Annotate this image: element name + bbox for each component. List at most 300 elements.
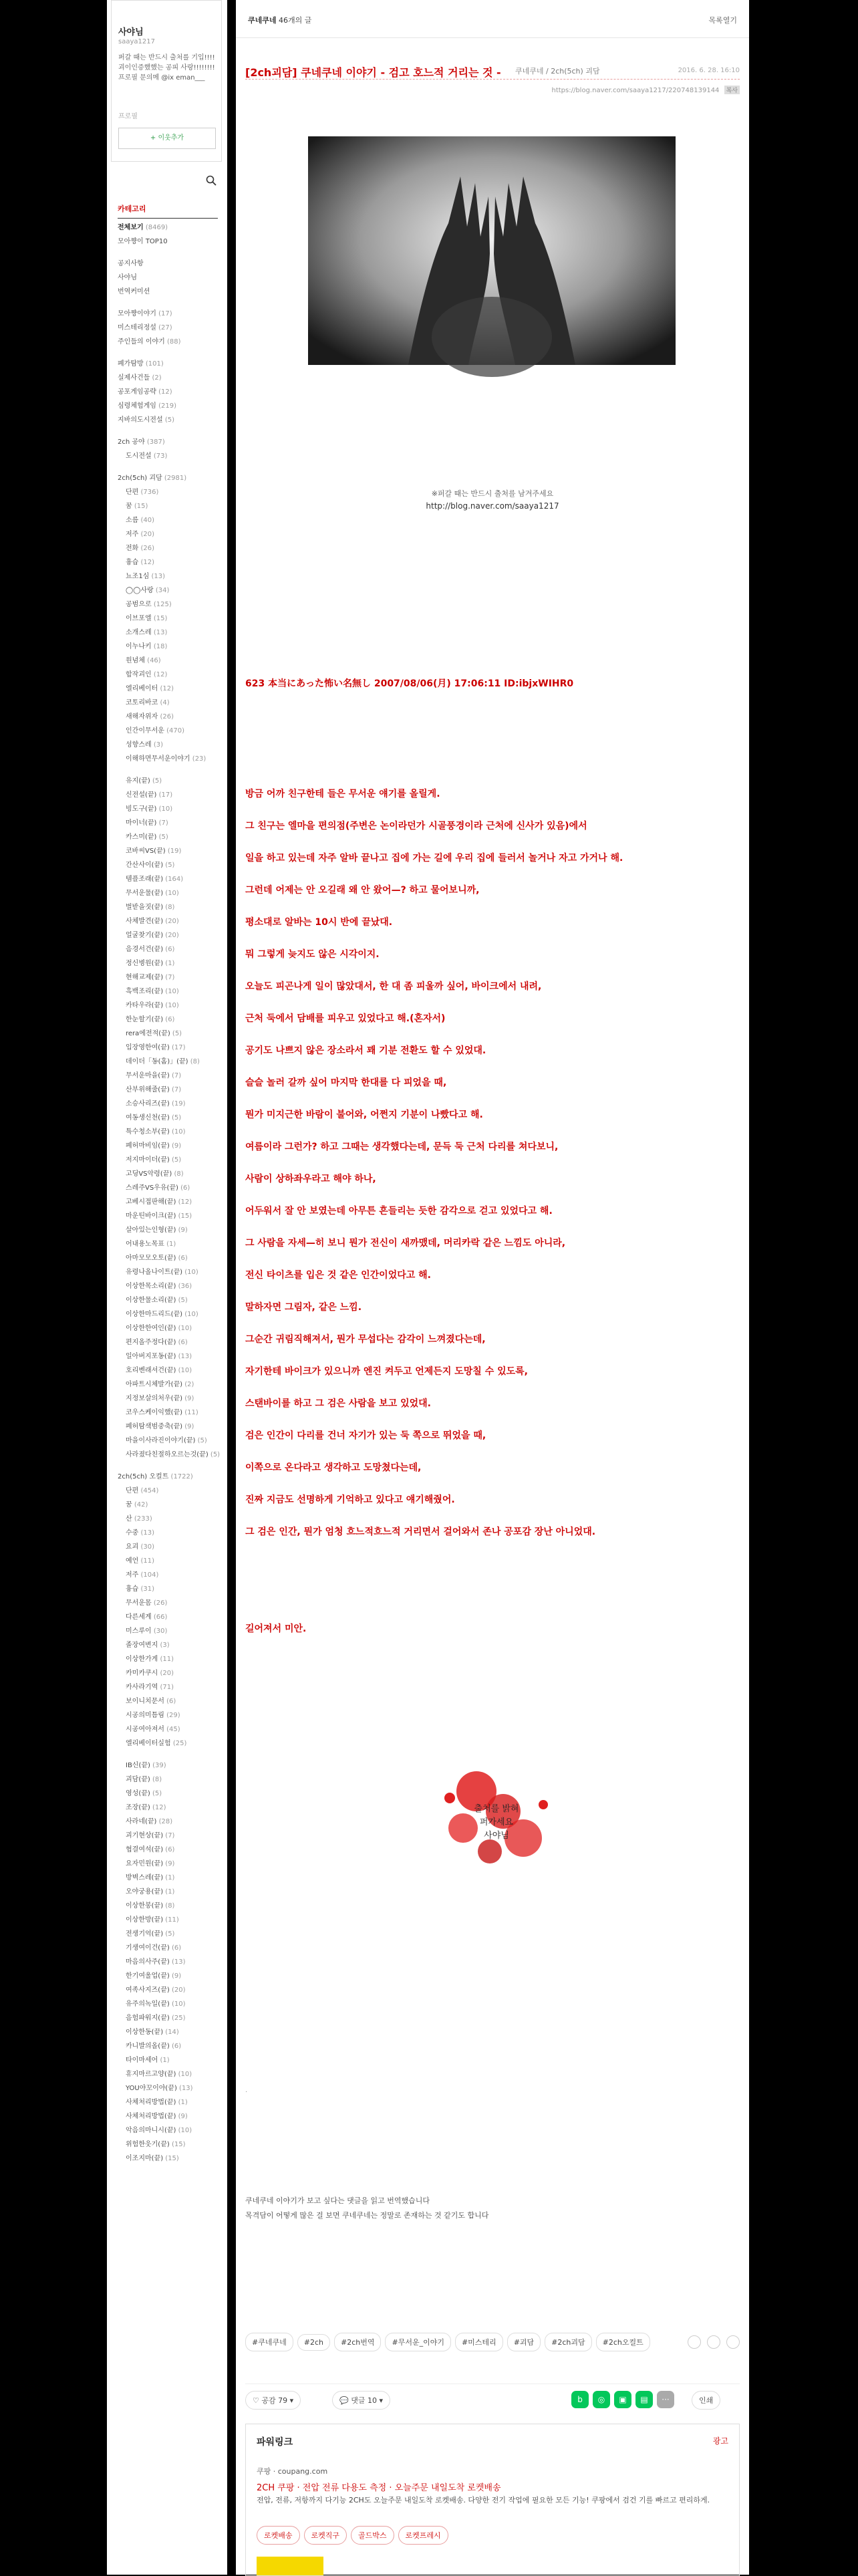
category-item-count: (5) <box>164 416 174 424</box>
category-item[interactable] <box>118 1041 218 1055</box>
category-item[interactable] <box>118 285 218 299</box>
category-item[interactable] <box>118 1083 218 1097</box>
category-item[interactable] <box>118 221 218 235</box>
category-item[interactable] <box>118 541 218 555</box>
category-item[interactable] <box>118 307 218 321</box>
category-item-count: (387) <box>146 438 165 446</box>
category-item-count: (20) <box>160 1670 174 1677</box>
category-item[interactable] <box>118 1027 218 1041</box>
category-item-label: 산 <box>126 1515 132 1523</box>
series-name[interactable]: 쿠네쿠네 <box>248 16 277 25</box>
tag-item[interactable]: #2ch번역 <box>334 2333 382 2351</box>
category-item[interactable] <box>118 1722 218 1736</box>
category-item[interactable] <box>118 1955 218 1969</box>
category-item-count: (23) <box>192 755 206 763</box>
category-item-count: (9) <box>178 2113 188 2120</box>
ad-chip[interactable]: 골드박스 <box>351 2526 394 2545</box>
category-item-count: (9) <box>171 1142 182 1150</box>
category-item[interactable] <box>118 816 218 830</box>
category-item[interactable] <box>118 1596 218 1610</box>
category-item-count: (3) <box>160 1642 170 1649</box>
category-item-label: 전체보기 <box>118 224 144 231</box>
category-item-count: (36) <box>178 1283 192 1290</box>
story-line: 검은 인간이 다리를 건너 자기가 있는 둑 쪽으로 뛰었을 때, <box>245 1430 486 1441</box>
left-sidebar <box>107 0 227 2575</box>
category-item[interactable] <box>118 1181 218 1195</box>
category-item-count: (104) <box>140 1571 159 1579</box>
category-item-count: (88) <box>167 338 181 346</box>
category-item[interactable] <box>118 724 218 738</box>
category-item[interactable] <box>118 257 218 271</box>
category-item[interactable] <box>118 2081 218 2095</box>
category-item-count: (12) <box>178 1198 192 1206</box>
category-item[interactable] <box>118 1666 218 1680</box>
category-item[interactable] <box>118 1736 218 1751</box>
tag-item[interactable]: #2ch <box>297 2334 330 2351</box>
category-item[interactable] <box>118 1167 218 1181</box>
category-item[interactable] <box>118 1815 218 1829</box>
category-item[interactable] <box>118 598 218 612</box>
category-item-label: 새해자위자 <box>126 713 158 721</box>
category-item-count: (7) <box>165 974 175 981</box>
category-item[interactable] <box>118 1392 218 1406</box>
category-item-count: (73) <box>153 453 168 460</box>
category-item[interactable] <box>118 413 218 427</box>
category-item[interactable] <box>118 357 218 371</box>
category-item-label: 이상한한여인(끝) <box>126 1325 176 1332</box>
category-item[interactable] <box>118 1484 218 1498</box>
category-item-label: 협결여석(끝) <box>126 1846 164 1853</box>
category-item[interactable] <box>118 914 218 928</box>
category-item-label: 모아쨩이야기 <box>118 310 156 317</box>
story-line: 말하자면 그림자, 같은 느낌. <box>245 1302 362 1313</box>
category-item-count: (12) <box>140 559 155 566</box>
category-item[interactable] <box>118 654 218 668</box>
category-item[interactable] <box>118 555 218 569</box>
category-item-count: (17) <box>158 791 173 799</box>
category-item[interactable] <box>118 844 218 858</box>
tag-next-icon[interactable] <box>707 2335 720 2349</box>
category-item-label: 유지(끝) <box>126 777 150 785</box>
category-item-count: (11) <box>140 1557 155 1565</box>
category-item[interactable] <box>118 1773 218 1787</box>
tag-item[interactable]: #무서운_이야기 <box>385 2333 450 2351</box>
story-line: 오늘도 피곤나게 일이 많았대서, 한 대 좀 피울까 싶어, 바이크에서 내려, <box>245 981 542 992</box>
story-line: 방금 어까 친구한테 들은 무서운 얘기를 올릴게. <box>245 789 440 799</box>
category-item[interactable] <box>118 752 218 766</box>
category-item[interactable] <box>118 1251 218 1265</box>
category-item[interactable] <box>118 2039 218 2053</box>
category-item-label: 이상한동(끝) <box>126 2029 164 2036</box>
category-item[interactable] <box>118 1983 218 1997</box>
category-item[interactable] <box>118 1498 218 1512</box>
category-item-count: (6) <box>165 1846 175 1853</box>
category-item[interactable] <box>118 872 218 886</box>
comment-button[interactable]: 💬 댓글 10 ▾ <box>332 2391 390 2410</box>
tag-item[interactable]: #2ch괴담 <box>545 2333 592 2351</box>
category-item-count: (1) <box>160 2057 170 2064</box>
category-item-count: (15) <box>165 2155 179 2162</box>
category-item-count: (13) <box>140 1529 155 1537</box>
category-item[interactable] <box>118 2011 218 2025</box>
category-item-label: 저주 <box>126 531 139 538</box>
category-item[interactable] <box>118 999 218 1013</box>
story-line: 일을 하고 있는데 자주 알바 끝나고 집에 가는 길에 우리 집에 들러서 놀거나 자고 가거나 해. <box>245 853 623 864</box>
category-item-count: (15) <box>171 2141 186 2148</box>
category-item-count: (17) <box>171 1044 186 1051</box>
category-item-count: (13) <box>153 629 168 636</box>
post-list-summary <box>248 15 311 25</box>
category-item[interactable] <box>118 2095 218 2109</box>
category-item[interactable] <box>118 928 218 942</box>
category-item[interactable] <box>118 1829 218 1843</box>
category-item-count: (6) <box>165 1016 175 1023</box>
category-item[interactable] <box>118 1209 218 1223</box>
ad-chip[interactable]: 로켓직구 <box>304 2526 347 2545</box>
category-item-count: (11) <box>160 1656 174 1663</box>
category-item[interactable] <box>118 2053 218 2067</box>
category-item[interactable] <box>118 335 218 349</box>
category-item-label: 뇨조1심 <box>126 573 150 580</box>
category-item[interactable] <box>118 1512 218 1526</box>
category-item[interactable] <box>118 682 218 696</box>
category-item[interactable] <box>118 2123 218 2138</box>
category-item-label: 이상한방(끝) <box>126 1916 164 1924</box>
category-item[interactable] <box>118 1801 218 1815</box>
category-item[interactable] <box>118 626 218 640</box>
category-item-count: (10) <box>178 1325 192 1332</box>
category-item[interactable] <box>118 900 218 914</box>
category-item-label: 엘리베이터 <box>126 685 158 692</box>
category-item-count: (11) <box>165 1916 179 1924</box>
category-item[interactable] <box>118 499 218 513</box>
category-item-count: (7) <box>158 819 168 827</box>
category-item[interactable] <box>118 1364 218 1378</box>
category-item-label: 한기여울업(끝) <box>126 1972 170 1980</box>
category-item-count: (5) <box>178 1297 188 1304</box>
category-item-label: 단편 <box>126 1487 139 1495</box>
category-item[interactable] <box>118 612 218 626</box>
share-more-icon[interactable]: ··· <box>657 2391 674 2408</box>
category-item[interactable] <box>118 886 218 900</box>
tag-item[interactable]: #2ch오컬트 <box>596 2333 650 2351</box>
category-item[interactable] <box>118 1759 218 1773</box>
category-item-count: (19) <box>171 1100 186 1108</box>
category-item-count: (20) <box>140 531 155 538</box>
category-item[interactable] <box>118 956 218 971</box>
category-item[interactable] <box>118 1293 218 1307</box>
category-item-label: 졸장여변지 <box>126 1642 158 1649</box>
category-item[interactable] <box>118 1111 218 1125</box>
ad-description: 전압, 전류, 저항까지 다기능 2CH도 오늘주문 내일도착 로켓배송. 다양한 전기 작업에 필요한 모든 기능! 쿠팡에서 검건 기를 빠르고 편리하게. <box>257 2496 710 2504</box>
category-item[interactable] <box>118 449 218 463</box>
tag-more-icon[interactable] <box>726 2335 740 2349</box>
category-item[interactable] <box>118 1349 218 1364</box>
category-item[interactable] <box>118 2152 218 2166</box>
category-item[interactable] <box>118 1843 218 1857</box>
category-item-count: (736) <box>140 489 159 496</box>
category-item-label: 번역커미션 <box>118 288 150 295</box>
category-item[interactable] <box>118 1223 218 1237</box>
category-item[interactable] <box>118 2067 218 2081</box>
ad-chip[interactable]: 로켓배송 <box>257 2526 300 2545</box>
story-line: 그 검은 인간, 뭔가 엄청 흐느적흐느적 거리면서 걸어와서 존나 공포감 장난 아니었대. <box>245 1527 596 1537</box>
category-item-count: (20) <box>165 932 179 939</box>
category-item[interactable] <box>118 1680 218 1694</box>
category-item-label: 음험파워지(끝) <box>126 2015 170 2022</box>
category-item[interactable] <box>118 1307 218 1321</box>
category-item[interactable] <box>118 1013 218 1027</box>
category-item-count: (233) <box>134 1515 152 1523</box>
url-copy-button[interactable]: 복사 <box>724 86 740 94</box>
category-item-label: rera에전적(끝) <box>126 1030 170 1037</box>
post-category[interactable]: 쿠네쿠네 / 2ch(5ch) 괴담 <box>515 67 600 76</box>
category-item[interactable] <box>118 2109 218 2123</box>
category-item-label: 영성(끝) <box>126 1790 150 1797</box>
category-item[interactable] <box>118 710 218 724</box>
category-item[interactable] <box>118 1237 218 1251</box>
category-item[interactable] <box>118 1554 218 1568</box>
category-item[interactable] <box>118 1069 218 1083</box>
category-item-count: (12) <box>160 685 174 692</box>
post-topbar <box>236 0 749 38</box>
category-item[interactable] <box>118 1470 218 1484</box>
post-area <box>236 0 749 2575</box>
category-item-label: 이상한물소리(끝) <box>126 1297 176 1304</box>
category-item[interactable] <box>118 640 218 654</box>
category-item-label: 요자민원(끝) <box>126 1860 164 1867</box>
category-item-count: (13) <box>179 2085 193 2092</box>
category-item-label: 도시전설 <box>126 453 152 460</box>
category-item[interactable] <box>118 371 218 385</box>
category-item[interactable] <box>118 1125 218 1139</box>
category-item-label: 2ch 공야 <box>118 438 145 446</box>
category-item[interactable] <box>118 1871 218 1885</box>
category-item-label: 신전설(끝) <box>126 791 157 799</box>
category-item-label: 카미카쿠시 <box>126 1670 158 1677</box>
tag-item[interactable]: #쿠네쿠네 <box>245 2333 293 2351</box>
category-item-count: (39) <box>152 1762 166 1769</box>
category-item-count: (30) <box>140 1543 155 1551</box>
category-item[interactable] <box>118 971 218 985</box>
category-item[interactable] <box>118 1638 218 1652</box>
category-item[interactable] <box>118 1097 218 1111</box>
category-item[interactable] <box>118 527 218 541</box>
category-item-label: 지정보살의처우(끝) <box>126 1395 183 1402</box>
post-url-text[interactable]: https://blog.naver.com/saaya1217/220748139144 <box>551 87 720 94</box>
category-item-label: 이누나키 <box>126 643 152 650</box>
category-item[interactable] <box>118 1927 218 1941</box>
category-item[interactable] <box>118 1265 218 1279</box>
category-item[interactable] <box>118 1582 218 1596</box>
category-item-label: 이상한봉(끝) <box>126 1902 164 1910</box>
category-item-count: (6) <box>171 1944 182 1952</box>
category-item[interactable] <box>118 2138 218 2152</box>
comment-count: 댓글 10 <box>351 2396 377 2405</box>
category-item-count: (8) <box>165 1902 175 1910</box>
category-item-label: 카니발의올(끝) <box>126 2043 170 2050</box>
category-header[interactable]: 카테고리 <box>118 203 218 219</box>
category-item-label: 인간이무서운 <box>126 727 164 735</box>
category-item[interactable] <box>118 1153 218 1167</box>
category-item[interactable] <box>118 1055 218 1069</box>
category-item[interactable] <box>118 1652 218 1666</box>
category-item[interactable] <box>118 1787 218 1801</box>
category-item-label: 현해교제(끝) <box>126 974 164 981</box>
category-item[interactable] <box>118 738 218 752</box>
category-item-count: (5) <box>171 1156 182 1164</box>
ad-headline[interactable]: 2CH 쿠팡 · 전압 전류 다용도 측정 · 오늘주문 내일도착 로켓배송 <box>257 2483 501 2493</box>
like-button[interactable]: ♡ 공감 79 ▾ <box>245 2391 301 2410</box>
category-item-label: 전생기억(끝) <box>126 1930 164 1938</box>
category-item[interactable] <box>118 399 218 413</box>
category-item-label: 유령나올나이트(끝) <box>126 1269 183 1276</box>
category-item[interactable] <box>118 1321 218 1335</box>
category-item-label: 사라졌다친절하오르는것(끝) <box>126 1451 208 1458</box>
category-item[interactable] <box>118 1610 218 1624</box>
category-item-count: (6) <box>165 946 175 953</box>
category-item-label: 시공의미틈림 <box>126 1712 164 1719</box>
category-item-label: 마음의사주(끝) <box>126 1958 170 1966</box>
post-title[interactable]: [2ch괴담] 쿠네쿠네 이야기 - 검고 호느적 거리는 것 - <box>245 66 501 79</box>
tag-item[interactable]: #괴담 <box>507 2333 541 2351</box>
story-line: 사람이 상하좌우라고 해야 하나, <box>245 1174 376 1184</box>
category-item[interactable] <box>118 1279 218 1293</box>
category-item-label: 보이니치문서 <box>126 1698 164 1705</box>
category-item-label: 다른세계 <box>126 1614 152 1621</box>
profile-description: 퍼갈 때는 반드시 출처를 기입!!!! 괴이인증했했는 공피 사랑!!!!!!!!프로필 문의메 @ix eman___ <box>118 54 215 82</box>
category-item[interactable] <box>118 802 218 816</box>
share-cafe-icon[interactable]: ▤ <box>635 2391 653 2408</box>
category-item[interactable] <box>118 235 218 249</box>
ad-chip[interactable]: 로켓프레시 <box>398 2526 448 2545</box>
category-item-label: 입장영한여(끝) <box>126 1044 170 1051</box>
category-item-label: 카사라기역 <box>126 1684 158 1691</box>
category-item[interactable] <box>118 1448 221 1462</box>
ad-label[interactable]: 광고 <box>712 2436 728 2446</box>
share-talk-icon[interactable]: ◎ <box>593 2391 610 2408</box>
category-item[interactable] <box>118 1969 218 1983</box>
category-item[interactable] <box>118 1694 218 1708</box>
category-item[interactable] <box>118 985 218 999</box>
category-item-count: (15) <box>178 1212 192 1220</box>
category-item-label: 위험한웃기(끝) <box>126 2141 170 2148</box>
category-item[interactable] <box>118 1434 218 1448</box>
category-item-count: (11) <box>184 1409 198 1416</box>
category-item[interactable] <box>118 584 218 598</box>
category-item-count: (9) <box>165 1860 175 1867</box>
story-line: 이쪽으로 온다라고 생각하고 도망쳤다는데, <box>245 1462 422 1473</box>
category-item-count: (30) <box>153 1628 168 1635</box>
category-item-label: 저주 <box>126 1571 139 1579</box>
category-item-label: 미스루이 <box>126 1628 152 1635</box>
category-item[interactable] <box>118 1335 218 1349</box>
search-icon[interactable] <box>206 175 217 186</box>
category-item-label: 이해하면무서운이야기 <box>126 755 190 763</box>
category-item[interactable] <box>118 1941 218 1955</box>
ad-banner[interactable] <box>257 2557 323 2575</box>
category-item[interactable] <box>118 385 218 399</box>
category-item[interactable] <box>118 513 218 527</box>
category-item[interactable] <box>118 1420 218 1434</box>
category-item[interactable] <box>118 1885 218 1899</box>
category-item-label: 2ch(5ch) 괴담 <box>118 475 162 482</box>
print-button[interactable]: 인쇄 <box>692 2391 720 2410</box>
story-line: 그런데 어제는 안 오길래 왜 안 왔어—? 하고 물어보니까, <box>245 885 480 896</box>
category-item[interactable] <box>118 1195 218 1209</box>
category-item[interactable] <box>118 271 218 285</box>
category-item[interactable] <box>118 321 218 335</box>
tag-item[interactable]: #미스테리 <box>455 2333 503 2351</box>
category-item-label: 여족사지즈(끝) <box>126 1986 170 1994</box>
category-item-count: (19) <box>167 848 182 855</box>
category-item-count: (1) <box>165 1874 175 1882</box>
category-item-label: 기생여이건(끝) <box>126 1944 170 1952</box>
open-list-button[interactable]: 목록열기 <box>708 16 737 25</box>
source-link[interactable]: http://blog.naver.com/saaya1217 <box>426 501 559 511</box>
category-item[interactable] <box>118 471 218 485</box>
category-item[interactable] <box>118 1526 218 1540</box>
category-item-label: 소름 <box>126 517 139 524</box>
category-item[interactable] <box>118 1708 218 1722</box>
category-item[interactable] <box>118 774 218 788</box>
category-item-label: YOU야꼬이야(끝) <box>126 2085 177 2092</box>
category-item-count: (10) <box>171 1128 186 1136</box>
ad-chips <box>257 2526 452 2545</box>
category-item-label: 사라네(끝) <box>126 1818 157 1825</box>
category-item-label: 실제사건들 <box>118 374 150 382</box>
add-neighbor-button[interactable]: + 이웃추가 <box>118 128 216 149</box>
category-item-label: 간산사이(끝) <box>126 862 164 869</box>
category-item[interactable] <box>118 696 218 710</box>
category-item[interactable] <box>118 569 218 584</box>
category-item[interactable] <box>118 858 218 872</box>
category-item[interactable] <box>118 485 218 499</box>
category-item[interactable] <box>118 2025 218 2039</box>
category-item[interactable] <box>118 435 218 449</box>
category-item[interactable] <box>118 1624 218 1638</box>
category-item-label: 공범으로 <box>126 601 152 608</box>
tag-prev-icon[interactable] <box>688 2335 701 2349</box>
category-item[interactable] <box>118 788 218 802</box>
category-item[interactable] <box>118 1997 218 2011</box>
category-item[interactable] <box>118 1568 218 1582</box>
category-item[interactable] <box>118 1540 218 1554</box>
category-item-label: 괴기현상(끝) <box>126 1832 164 1839</box>
profile-link[interactable]: 프로필 <box>118 113 138 120</box>
category-item[interactable] <box>118 1406 218 1420</box>
ad-brand[interactable]: 쿠팡 · coupang.com <box>257 2467 328 2476</box>
category-item[interactable] <box>118 668 218 682</box>
category-item-label: 흑백조리(끝) <box>126 988 164 995</box>
source-stamp-image <box>430 1758 563 1878</box>
category-item[interactable] <box>118 942 218 956</box>
category-item[interactable] <box>118 1378 218 1392</box>
share-band-icon[interactable]: b <box>571 2391 589 2408</box>
category-item-label: 고딩VS악령(끝) <box>126 1170 172 1178</box>
profile-name[interactable]: 사야님 <box>118 27 144 37</box>
category-item-count: (1) <box>166 1241 176 1248</box>
category-item-count: (3) <box>153 741 163 749</box>
category-item[interactable] <box>118 1899 218 1913</box>
category-item[interactable] <box>118 1857 218 1871</box>
category-item[interactable] <box>118 1139 218 1153</box>
category-item-count: (8469) <box>145 224 168 231</box>
category-item[interactable] <box>118 830 218 844</box>
share-blog-icon[interactable]: ▣ <box>614 2391 631 2408</box>
category-item-count: (40) <box>140 517 155 524</box>
category-item[interactable] <box>118 1913 218 1927</box>
